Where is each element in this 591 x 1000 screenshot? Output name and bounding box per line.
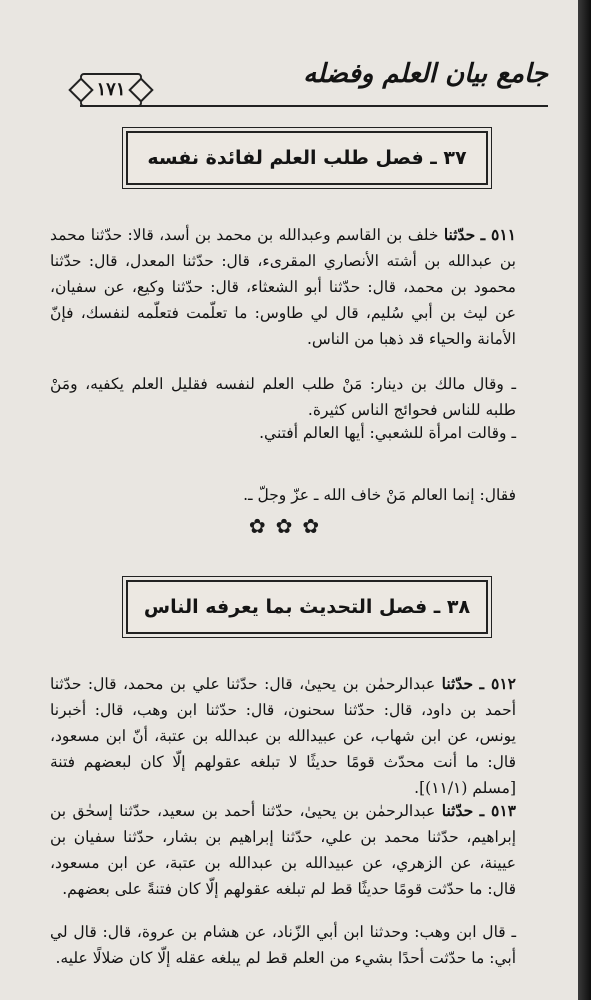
hadith-keyword: حدّثنا (441, 800, 474, 820)
hadith-paragraph (50, 671, 516, 801)
book-title: جامع بيان العلم وفضله (303, 59, 548, 89)
narration-paragraph: ـ قال ابن وهب: وحدثنا ابن أبي الزّناد، عن هشام بن عروة، قال: قال لي أبي: ما حدّثت أحدًا بشيء من العلم قط لم يبلغه عقله إلّا كان ضلالًا عليه. (50, 922, 516, 967)
hadith-keyword: حدّثنا (443, 224, 476, 244)
chapter-heading: ٣٧ ـ فصل طلب العلم لفائدة نفسه (126, 131, 488, 185)
hadith-number: ٥١٣ ـ (479, 800, 516, 820)
paragraph-text: عبدالرحمٰن بن يحيىٰ، حدّثنا أحمد بن سعيد، حدّثنا إسحٰق بن إبراهيم، حدّثنا محمد بن علي، حدّثنا إبراهيم بن بشار، حدّثنا سفيان بن عيينة، عن الزهري، عن عبيدالله بن عبدالله بن عتبة، عن ابن مسعود، قال: ما حدّثت قومًا حديثًا قط لم تبلغه عقولهم إلّا كان فتنةً على بعضهم. (50, 801, 516, 898)
page-header (60, 55, 548, 115)
hadith-paragraph (50, 222, 516, 352)
header-divider (80, 105, 548, 107)
hadith-number: ٥١٢ ـ (479, 673, 516, 693)
page-number: ١٧١ (80, 73, 142, 107)
section-separator-ornament: ✿✿✿ (248, 514, 330, 538)
hadith-keyword: حدّثنا (441, 673, 474, 693)
chapter-heading: ٣٨ ـ فصل التحديث بما يعرفه الناس (126, 580, 488, 634)
page-edge (578, 0, 591, 1000)
narration-paragraph: فقال: إنما العالم مَنْ خاف الله ـ عزّ وجلّ ـ. (243, 485, 516, 504)
narration-paragraph: ـ وقالت امرأة للشعبي: أيها العالم أفتني. (259, 423, 516, 442)
paragraph-text: عبدالرحمٰن بن يحيىٰ، قال: حدّثنا علي بن محمد، قال: حدّثنا أحمد بن داود، قال: حدّثنا سحنون، قال: حدّثنا ابن وهب، قال: أخبرنا يونس، عن ابن شهاب، عن عبيدالله بن عبدالله بن عتبة، أنّ ابن مسعود، قال: ما أنت محدّث قومًا حديثًا لا تبلغه عقولهم إلّا كان لبعضهم فتنة [مسلم (١١/١)]. (50, 674, 516, 797)
hadith-number: ٥١١ ـ (480, 224, 516, 244)
hadith-paragraph (50, 798, 516, 902)
narration-paragraph: ـ وقال مالك بن دينار: مَنْ طلب العلم لنفسه فقليل العلم يكفيه، ومَنْ طلبه للناس فحوائج الناس كثيرة. (50, 374, 516, 419)
paragraph-text: خلف بن القاسم وعبدالله بن محمد بن أسد، قالا: حدّثنا محمد بن عبدالله بن أشته الأنصاري المقرىء، قال: حدّثنا المعدل، قال: حدّثنا محمود بن محمد، قال: حدّثنا أبو الشعثاء، قال: حدّثنا وكيع، عن سفيان، عن ليث بن أبي سُليم، قال لي طاوس: ما تعلّمت فتعلّمه لنفسك، فإنّ الأمانة والحياء قد ذهبا من الناس. (50, 225, 516, 348)
